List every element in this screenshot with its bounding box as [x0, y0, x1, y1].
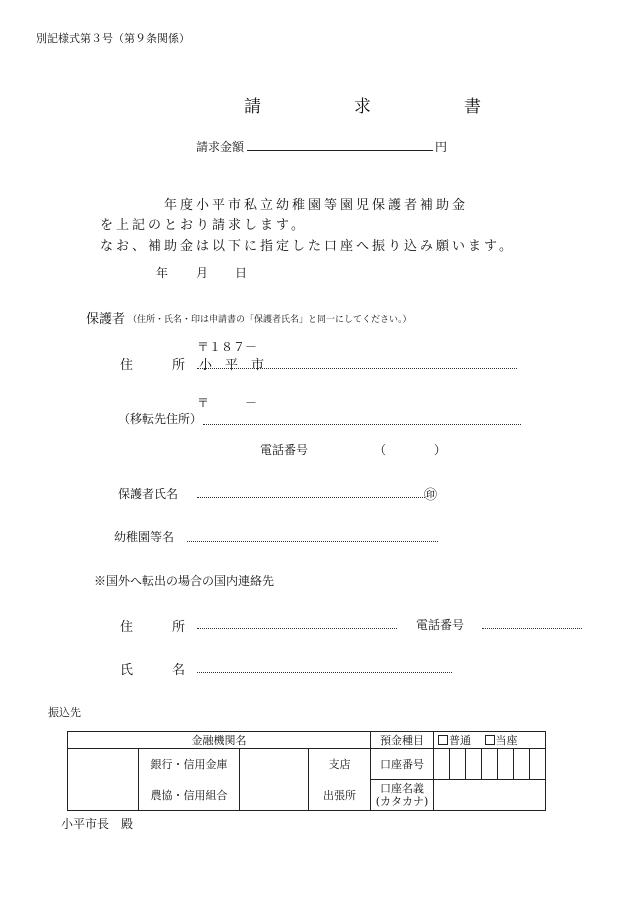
account-name-label-line2: (カタカナ): [375, 795, 429, 808]
overseas-address-field[interactable]: [197, 628, 397, 629]
overseas-name-label-2: 名: [172, 663, 186, 678]
account-digit-5[interactable]: [498, 749, 514, 780]
body-line-3: なお、補助金は以下に指定した口座へ振り込み願います。: [100, 239, 515, 254]
amount-field[interactable]: [247, 150, 433, 151]
form-header: 別記様式第３号（第９条関係）: [36, 32, 190, 45]
overseas-phone-field[interactable]: [482, 628, 582, 629]
institution-name-field[interactable]: [68, 749, 139, 811]
page-title: 請 求 書: [244, 97, 519, 117]
deposit-type-label: 預金種目: [371, 732, 434, 749]
postal-code: 〒１８７－: [197, 340, 258, 354]
date-day: 日: [235, 266, 248, 280]
current-label: 当座: [495, 734, 518, 747]
account-digit-1[interactable]: [434, 749, 450, 780]
current-checkbox[interactable]: [485, 735, 495, 745]
guardian-note: （住所・氏名・印は申請書の「保護者氏名」と同一にしてください。）: [128, 315, 412, 325]
seal-mark: ㊞: [424, 488, 438, 503]
branch-name-field[interactable]: [240, 749, 309, 811]
phone-paren: （ ）: [374, 443, 447, 457]
kindergarten-label: 幼稚園等名: [114, 530, 175, 544]
date-month: 月: [196, 266, 209, 280]
account-digit-3[interactable]: [466, 749, 482, 780]
amount-label: 請求金額: [196, 140, 245, 154]
account-name-label: [371, 780, 434, 811]
address-field[interactable]: [197, 368, 517, 369]
institution-header: 金融機関名: [68, 732, 371, 749]
guardian-name-label: 保護者氏名: [118, 487, 179, 501]
bank-types: 銀行・信用金庫: [139, 749, 240, 780]
body-line-1: 年度小平市私立幼稚園等園児保護者補助金: [164, 198, 469, 213]
postal-code-2: 〒 －: [197, 396, 258, 410]
city-name: 小 平 市: [199, 358, 265, 373]
sub-branch-label: 出張所: [309, 780, 371, 811]
deposit-type-options: [434, 732, 546, 749]
moving-address-label: （移転先住所）: [118, 412, 203, 426]
addressee: 小平市長 殿: [61, 817, 134, 831]
address-label-1: 住: [120, 358, 134, 373]
account-digit-7[interactable]: [530, 749, 546, 780]
ordinary-label: 普通: [449, 734, 471, 747]
account-digit-6[interactable]: [514, 749, 530, 780]
account-digit-2[interactable]: [450, 749, 466, 780]
phone-label: 電話番号: [260, 443, 309, 457]
account-number-label: 口座番号: [371, 749, 434, 780]
kindergarten-field[interactable]: [187, 541, 438, 542]
moving-address-field[interactable]: [203, 424, 521, 425]
guardian-name-field[interactable]: [197, 497, 425, 498]
overseas-note: ※国外へ転出の場合の国内連絡先: [94, 574, 275, 588]
overseas-address-label-2: 所: [172, 620, 186, 635]
overseas-name-label-1: 氏: [120, 663, 134, 678]
overseas-phone-label: 電話番号: [416, 618, 465, 632]
amount-unit: 円: [435, 140, 448, 154]
ordinary-checkbox[interactable]: [438, 735, 448, 745]
account-name-label-line1: 口座名義: [380, 782, 424, 795]
bank-table: [67, 731, 546, 811]
coop-types: 農協・信用組合: [139, 780, 240, 811]
account-digit-4[interactable]: [482, 749, 498, 780]
branch-label: 支店: [309, 749, 371, 780]
overseas-name-field[interactable]: [197, 672, 452, 673]
body-line-2: を上記のとおり請求します。: [100, 218, 307, 233]
guardian-label: 保護者: [86, 312, 126, 327]
transfer-label: 振込先: [48, 706, 81, 719]
account-name-field[interactable]: [434, 780, 546, 811]
overseas-address-label-1: 住: [120, 620, 134, 635]
date-year: 年: [156, 266, 169, 280]
address-label-2: 所: [172, 358, 186, 373]
